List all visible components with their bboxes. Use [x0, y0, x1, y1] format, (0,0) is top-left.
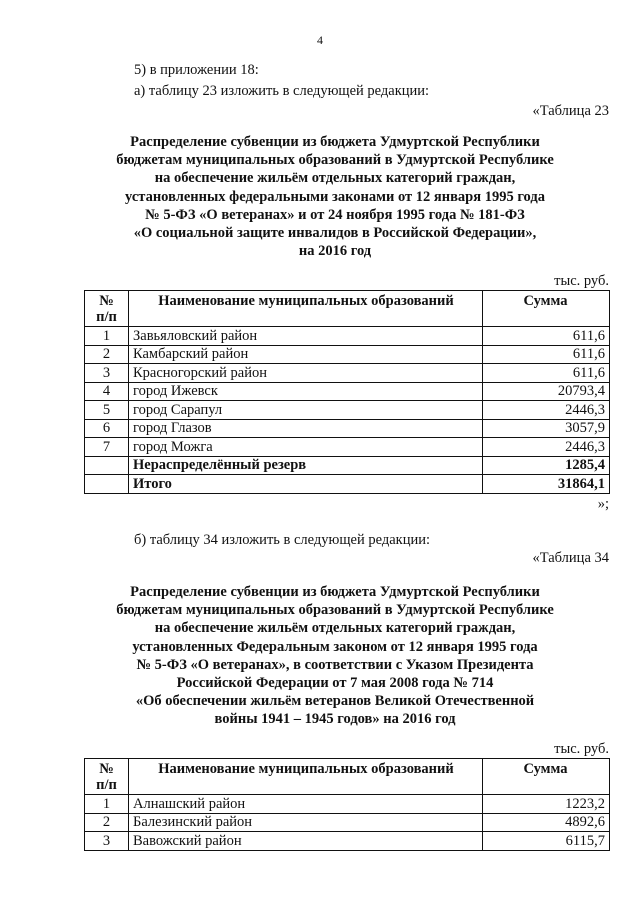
total-name: Итого: [129, 475, 483, 494]
table-header-row: [85, 291, 610, 327]
row-num-empty: [85, 456, 129, 475]
title-line: Распределение субвенции из бюджета Удмуртской Республики: [130, 134, 540, 150]
table-row: [85, 327, 610, 346]
header-name: Наименование муниципальных образований: [129, 291, 483, 327]
item-b-text: б) таблицу 34 изложить в следующей редакции:: [134, 532, 431, 548]
row-sum: 611,6: [483, 327, 610, 346]
table23: [84, 290, 610, 494]
page-number: 4: [317, 33, 323, 47]
row-num: 1: [85, 327, 129, 346]
row-num: 4: [85, 382, 129, 401]
row-num: 6: [85, 419, 129, 438]
total-sum: 31864,1: [483, 475, 610, 494]
title-line: № 5-ФЗ «О ветеранах» и от 24 ноября 1995 года № 181-ФЗ: [145, 206, 525, 223]
row-sum: 611,6: [483, 364, 610, 383]
header-num: [85, 759, 129, 795]
reserve-name: Нераспределённый резерв: [129, 456, 483, 475]
table-header-row: [85, 759, 610, 795]
title-line: установленных Федеральным законом от 12 января 1995 года: [132, 638, 538, 655]
item-a-text: а) таблицу 23 изложить в следующей редакции:: [134, 83, 430, 99]
table23-closing: »;: [597, 496, 609, 512]
row-sum: 2446,3: [483, 438, 610, 457]
row-sum: 3057,9: [483, 419, 610, 438]
table34-units: тыс. руб.: [554, 741, 609, 757]
table23-label: «Таблица 23: [532, 103, 609, 119]
row-num: 3: [85, 832, 129, 851]
title-line: Российской Федерации от 7 мая 2008 года № 714: [176, 675, 494, 692]
row-name: город Можга: [129, 438, 483, 457]
row-sum: 4892,6: [483, 813, 610, 832]
row-num: 5: [85, 401, 129, 420]
title-line: на обеспечение жильём отдельных категорий граждан,: [154, 620, 516, 637]
row-name: Завьяловский район: [129, 327, 483, 346]
total-row: [85, 475, 610, 494]
reserve-sum: 1285,4: [483, 456, 610, 475]
table-row: [85, 401, 610, 420]
table34-title: [60, 583, 610, 729]
header-num-line2: п/п: [96, 309, 117, 325]
row-num: 3: [85, 364, 129, 383]
table-row: [85, 832, 610, 851]
row-name: Камбарский район: [129, 345, 483, 364]
header-sum: Сумма: [483, 759, 610, 795]
header-num-line1: №: [99, 293, 114, 309]
table23-units: тыс. руб.: [554, 273, 609, 289]
table34: [84, 758, 610, 851]
row-name: Красногорский район: [129, 364, 483, 383]
header-sum: Сумма: [483, 291, 610, 327]
title-line: бюджетам муниципальных образований в Удмуртской Республике: [116, 602, 554, 619]
table-row: [85, 813, 610, 832]
table-row: [85, 438, 610, 457]
header-name: Наименование муниципальных образований: [129, 759, 483, 795]
row-sum: 2446,3: [483, 401, 610, 420]
row-num: 7: [85, 438, 129, 457]
title-line: войны 1941 – 1945 годов» на 2016 год: [214, 711, 456, 728]
table-row: [85, 419, 610, 438]
title-line: Распределение субвенции из бюджета Удмуртской Республики: [130, 584, 540, 600]
table-row: [85, 795, 610, 814]
title-line: бюджетам муниципальных образований в Удмуртской Республике: [116, 152, 554, 169]
row-sum: 611,6: [483, 345, 610, 364]
title-line: «О социальной защите инвалидов в Российской Федерации»,: [133, 225, 537, 242]
table-row: [85, 345, 610, 364]
row-sum: 6115,7: [483, 832, 610, 851]
row-sum: 1223,2: [483, 795, 610, 814]
row-name: город Глазов: [129, 419, 483, 438]
item-5-text: 5) в приложении 18:: [134, 62, 259, 78]
row-num: 2: [85, 345, 129, 364]
row-num: 2: [85, 813, 129, 832]
reserve-row: [85, 456, 610, 475]
header-num-line2: п/п: [96, 777, 117, 793]
row-name: Алнашский район: [129, 795, 483, 814]
table34-label: «Таблица 34: [532, 550, 609, 566]
row-num: 1: [85, 795, 129, 814]
table23-title: [60, 133, 610, 260]
row-name: Балезинский район: [129, 813, 483, 832]
title-line: на 2016 год: [298, 243, 372, 260]
table-row: [85, 382, 610, 401]
row-name: город Сарапул: [129, 401, 483, 420]
row-name: город Ижевск: [129, 382, 483, 401]
title-line: установленных федеральными законами от 12 января 1995 года: [125, 188, 545, 205]
table-row: [85, 364, 610, 383]
title-line: № 5-ФЗ «О ветеранах», в соответствии с Указом Президента: [136, 656, 534, 673]
title-line: «Об обеспечении жильём ветеранов Великой Отечественной: [135, 693, 535, 710]
title-line: на обеспечение жильём отдельных категорий граждан,: [154, 170, 516, 187]
header-num: [85, 291, 129, 327]
row-name: Вавожский район: [129, 832, 483, 851]
header-num-line1: №: [99, 761, 114, 777]
row-num-empty: [85, 475, 129, 494]
row-sum: 20793,4: [483, 382, 610, 401]
